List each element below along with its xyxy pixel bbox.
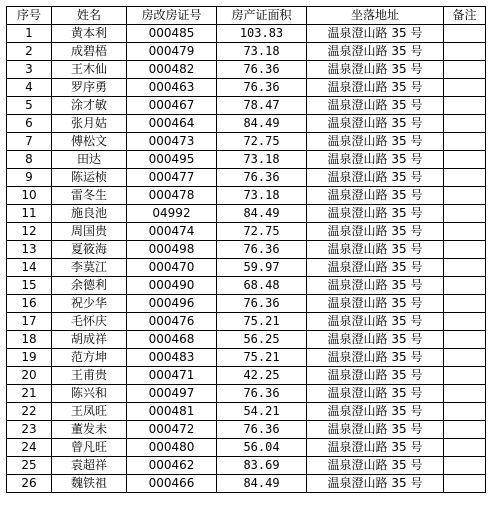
cell-name: 毛怀庆 <box>52 313 127 331</box>
table-row <box>7 421 486 439</box>
cell-note <box>444 313 486 331</box>
cell-area: 72.75 <box>217 223 307 241</box>
cell-address: 温泉澄山路 35 号 <box>307 205 444 223</box>
cell-name: 曾凡旺 <box>52 439 127 457</box>
cell-cert: 000474 <box>127 223 217 241</box>
table-row <box>7 223 486 241</box>
cell-area: 83.69 <box>217 457 307 475</box>
cell-address: 温泉澄山路 35 号 <box>307 241 444 259</box>
cell-no: 9 <box>7 169 52 187</box>
cell-note <box>444 277 486 295</box>
cell-no: 23 <box>7 421 52 439</box>
cell-address: 温泉澄山路 35 号 <box>307 385 444 403</box>
cell-area: 76.36 <box>217 385 307 403</box>
cell-no: 17 <box>7 313 52 331</box>
cell-cert: 000476 <box>127 313 217 331</box>
cell-no: 18 <box>7 331 52 349</box>
cell-area: 76.36 <box>217 61 307 79</box>
cell-cert: 000470 <box>127 259 217 277</box>
cell-name: 王木仙 <box>52 61 127 79</box>
cell-name: 傅松文 <box>52 133 127 151</box>
cell-cert: 000498 <box>127 241 217 259</box>
cell-address: 温泉澄山路 35 号 <box>307 277 444 295</box>
cell-no: 20 <box>7 367 52 385</box>
cell-no: 12 <box>7 223 52 241</box>
cell-address: 温泉澄山路 35 号 <box>307 475 444 493</box>
cell-address: 温泉澄山路 35 号 <box>307 97 444 115</box>
cell-no: 13 <box>7 241 52 259</box>
cell-note <box>444 43 486 61</box>
cell-no: 3 <box>7 61 52 79</box>
cell-name: 祝少华 <box>52 295 127 313</box>
cell-cert: 000466 <box>127 475 217 493</box>
cell-cert: 000481 <box>127 403 217 421</box>
cell-address: 温泉澄山路 35 号 <box>307 43 444 61</box>
cell-area: 56.04 <box>217 439 307 457</box>
cell-note <box>444 385 486 403</box>
cell-no: 1 <box>7 25 52 43</box>
cell-note <box>444 187 486 205</box>
cell-note <box>444 169 486 187</box>
cell-cert: 000490 <box>127 277 217 295</box>
cell-no: 19 <box>7 349 52 367</box>
cell-note <box>444 205 486 223</box>
cell-no: 21 <box>7 385 52 403</box>
cell-area: 84.49 <box>217 115 307 133</box>
cell-cert: 000467 <box>127 97 217 115</box>
cell-note <box>444 241 486 259</box>
cell-no: 2 <box>7 43 52 61</box>
cell-area: 103.83 <box>217 25 307 43</box>
table-row <box>7 79 486 97</box>
cell-name: 范方坤 <box>52 349 127 367</box>
table-row <box>7 403 486 421</box>
cell-area: 84.49 <box>217 475 307 493</box>
cell-address: 温泉澄山路 35 号 <box>307 439 444 457</box>
cell-address: 温泉澄山路 35 号 <box>307 331 444 349</box>
table-row <box>7 151 486 169</box>
table-row <box>7 115 486 133</box>
cell-note <box>444 133 486 151</box>
header-cell-area: 房产证面积 <box>217 7 307 25</box>
property-register <box>6 6 486 493</box>
cell-name: 陈运桢 <box>52 169 127 187</box>
cell-area: 75.21 <box>217 313 307 331</box>
cell-address: 温泉澄山路 35 号 <box>307 457 444 475</box>
cell-no: 26 <box>7 475 52 493</box>
cell-cert: 000480 <box>127 439 217 457</box>
cell-area: 76.36 <box>217 421 307 439</box>
cell-no: 14 <box>7 259 52 277</box>
cell-note <box>444 439 486 457</box>
cell-name: 张月姑 <box>52 115 127 133</box>
cell-address: 温泉澄山路 35 号 <box>307 25 444 43</box>
cell-name: 李莫江 <box>52 259 127 277</box>
cell-name: 袁超祥 <box>52 457 127 475</box>
cell-note <box>444 367 486 385</box>
table-row <box>7 385 486 403</box>
cell-area: 76.36 <box>217 169 307 187</box>
cell-area: 73.18 <box>217 151 307 169</box>
cell-cert: 000478 <box>127 187 217 205</box>
cell-no: 7 <box>7 133 52 151</box>
table-row <box>7 169 486 187</box>
cell-area: 54.21 <box>217 403 307 421</box>
cell-note <box>444 349 486 367</box>
cell-address: 温泉澄山路 35 号 <box>307 115 444 133</box>
table-row <box>7 367 486 385</box>
cell-no: 11 <box>7 205 52 223</box>
cell-name: 成碧梧 <box>52 43 127 61</box>
table-row <box>7 439 486 457</box>
cell-note <box>444 403 486 421</box>
cell-area: 68.48 <box>217 277 307 295</box>
table-body <box>7 25 486 493</box>
cell-name: 田达 <box>52 151 127 169</box>
cell-name: 夏筱海 <box>52 241 127 259</box>
cell-name: 雷冬生 <box>52 187 127 205</box>
cell-cert: 000479 <box>127 43 217 61</box>
cell-area: 76.36 <box>217 295 307 313</box>
cell-cert: 000472 <box>127 421 217 439</box>
header-row <box>7 7 486 25</box>
header-cell-note: 备注 <box>444 7 486 25</box>
cell-address: 温泉澄山路 35 号 <box>307 295 444 313</box>
cell-note <box>444 223 486 241</box>
cell-note <box>444 475 486 493</box>
cell-area: 78.47 <box>217 97 307 115</box>
cell-cert: 000464 <box>127 115 217 133</box>
cell-area: 56.25 <box>217 331 307 349</box>
property-table <box>6 6 486 493</box>
cell-area: 73.18 <box>217 43 307 61</box>
cell-name: 魏铁祖 <box>52 475 127 493</box>
table-row <box>7 331 486 349</box>
cell-no: 25 <box>7 457 52 475</box>
cell-area: 72.75 <box>217 133 307 151</box>
cell-cert: 000485 <box>127 25 217 43</box>
cell-no: 8 <box>7 151 52 169</box>
cell-address: 温泉澄山路 35 号 <box>307 421 444 439</box>
cell-area: 76.36 <box>217 241 307 259</box>
cell-cert: 000495 <box>127 151 217 169</box>
cell-cert: 000496 <box>127 295 217 313</box>
cell-address: 温泉澄山路 35 号 <box>307 187 444 205</box>
cell-no: 15 <box>7 277 52 295</box>
table-row <box>7 349 486 367</box>
header-cell-no: 序号 <box>7 7 52 25</box>
cell-note <box>444 25 486 43</box>
cell-cert: 000473 <box>127 133 217 151</box>
cell-no: 16 <box>7 295 52 313</box>
cell-cert: 04992 <box>127 205 217 223</box>
header-cell-address: 坐落地址 <box>307 7 444 25</box>
cell-address: 温泉澄山路 35 号 <box>307 313 444 331</box>
cell-cert: 000468 <box>127 331 217 349</box>
cell-no: 6 <box>7 115 52 133</box>
cell-cert: 000477 <box>127 169 217 187</box>
cell-note <box>444 97 486 115</box>
cell-name: 王甫贵 <box>52 367 127 385</box>
cell-no: 4 <box>7 79 52 97</box>
cell-address: 温泉澄山路 35 号 <box>307 259 444 277</box>
cell-address: 温泉澄山路 35 号 <box>307 367 444 385</box>
table-row <box>7 133 486 151</box>
cell-cert: 000482 <box>127 61 217 79</box>
cell-name: 黄本利 <box>52 25 127 43</box>
table-row <box>7 457 486 475</box>
cell-area: 59.97 <box>217 259 307 277</box>
cell-area: 75.21 <box>217 349 307 367</box>
cell-note <box>444 259 486 277</box>
cell-name: 涂才敏 <box>52 97 127 115</box>
cell-note <box>444 151 486 169</box>
cell-area: 42.25 <box>217 367 307 385</box>
cell-no: 5 <box>7 97 52 115</box>
table-row <box>7 25 486 43</box>
cell-name: 罗序勇 <box>52 79 127 97</box>
cell-address: 温泉澄山路 35 号 <box>307 61 444 79</box>
header-cell-name: 姓名 <box>52 7 127 25</box>
cell-address: 温泉澄山路 35 号 <box>307 151 444 169</box>
cell-cert: 000462 <box>127 457 217 475</box>
cell-name: 胡成祥 <box>52 331 127 349</box>
table-row <box>7 187 486 205</box>
cell-note <box>444 115 486 133</box>
table-row <box>7 61 486 79</box>
table-row <box>7 259 486 277</box>
cell-cert: 000483 <box>127 349 217 367</box>
cell-note <box>444 61 486 79</box>
table-row <box>7 295 486 313</box>
cell-note <box>444 331 486 349</box>
cell-cert: 000471 <box>127 367 217 385</box>
table-row <box>7 97 486 115</box>
cell-name: 余德利 <box>52 277 127 295</box>
cell-address: 温泉澄山路 35 号 <box>307 79 444 97</box>
table-row <box>7 241 486 259</box>
cell-note <box>444 457 486 475</box>
cell-cert: 000463 <box>127 79 217 97</box>
cell-no: 22 <box>7 403 52 421</box>
table-row <box>7 205 486 223</box>
cell-address: 温泉澄山路 35 号 <box>307 403 444 421</box>
cell-note <box>444 421 486 439</box>
table-row <box>7 313 486 331</box>
cell-no: 24 <box>7 439 52 457</box>
cell-name: 董发未 <box>52 421 127 439</box>
cell-name: 陈兴和 <box>52 385 127 403</box>
header-cell-cert: 房改房证号 <box>127 7 217 25</box>
cell-name: 王凤旺 <box>52 403 127 421</box>
table-row <box>7 43 486 61</box>
cell-cert: 000497 <box>127 385 217 403</box>
cell-name: 周国贵 <box>52 223 127 241</box>
cell-area: 76.36 <box>217 79 307 97</box>
cell-address: 温泉澄山路 35 号 <box>307 223 444 241</box>
table-row <box>7 277 486 295</box>
table-row <box>7 475 486 493</box>
cell-address: 温泉澄山路 35 号 <box>307 349 444 367</box>
cell-note <box>444 295 486 313</box>
cell-name: 施良池 <box>52 205 127 223</box>
cell-address: 温泉澄山路 35 号 <box>307 169 444 187</box>
cell-area: 73.18 <box>217 187 307 205</box>
cell-no: 10 <box>7 187 52 205</box>
cell-address: 温泉澄山路 35 号 <box>307 133 444 151</box>
cell-note <box>444 79 486 97</box>
cell-area: 84.49 <box>217 205 307 223</box>
